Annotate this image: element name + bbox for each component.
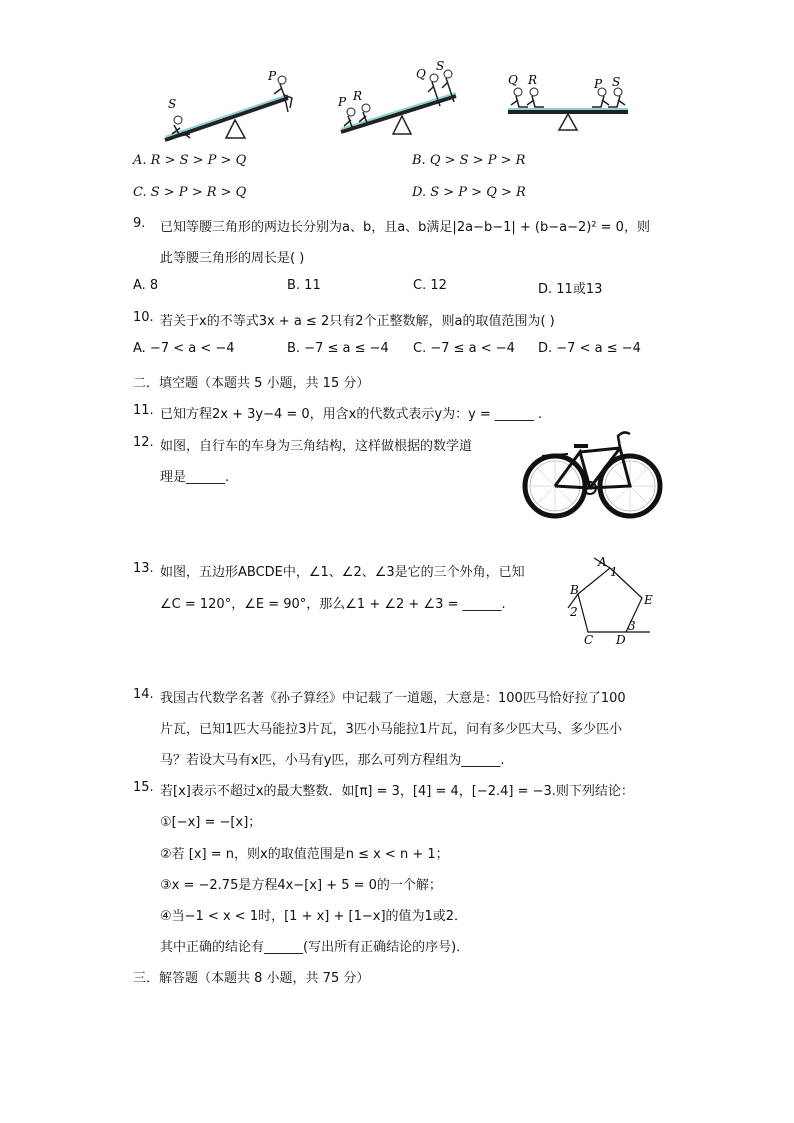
q11-number: 11. — [133, 403, 154, 418]
q10-option-d: D. −7 < a ≤ −4 — [538, 341, 641, 356]
q12-number: 12. — [133, 435, 154, 450]
pentagon-vertex-b: B — [570, 583, 579, 597]
q11-stem: 已知方程2x + 3y−4 = 0，用含x的代数式表示y为：y = ______ . — [160, 407, 543, 422]
q14-stem-line1: 我国古代数学名著《孙子算经》中记载了一道题，大意是：100匹马恰好拉了100 — [160, 691, 626, 706]
q15-conclusion: 其中正确的结论有______(写出所有正确结论的序号)． — [160, 940, 470, 955]
pentagon-figure — [560, 552, 660, 648]
pentagon-angle-2: 2 — [570, 605, 578, 619]
seesaw-figure-2 — [336, 59, 466, 144]
pentagon-vertex-e: E — [644, 593, 653, 607]
q8-option-d: D. S > P > Q > R — [412, 185, 526, 200]
q9-number: 9. — [133, 216, 146, 231]
bicycle-figure — [520, 428, 665, 523]
seesaw2-label-r: R — [353, 89, 363, 103]
q12-stem-line2: 理是______. — [160, 470, 230, 485]
q14-stem-line3: 马？若设大马有x匹，小马有y匹，那么可列方程组为______. — [160, 753, 505, 768]
section-2-heading: 二．填空题（本题共 5 小题，共 15 分） — [133, 376, 370, 391]
q15-item-3: ③x = −2.75是方程4x−[x] + 5 = 0的一个解； — [160, 878, 442, 893]
seesaw3-label-p: P — [594, 77, 603, 91]
q14-stem-line2: 片瓦，已知1匹大马能拉3片瓦，3匹小马能拉1片瓦，问有多少匹大马、多少匹小 — [160, 722, 623, 737]
q8-option-b: B. Q > S > P > R — [412, 153, 526, 168]
pentagon-angle-3: 3 — [628, 619, 636, 633]
q15-item-4: ④当−1 < x < 1时，[1 + x] + [1−x]的值为1或2． — [160, 909, 468, 924]
q15-item-2: ②若 [x] = n，则x的取值范围是n ≤ x < n + 1； — [160, 847, 449, 862]
q8-option-a: A. R > S > P > Q — [133, 153, 247, 168]
q9-stem-line1: 已知等腰三角形的两边长分别为a、b，且a、b满足|2a−b−1| + (b−a−2)² = 0，则 — [160, 220, 650, 235]
q13-number: 13. — [133, 561, 154, 576]
q10-option-c: C. −7 ≤ a < −4 — [413, 341, 515, 356]
seesaw2-label-p: P — [338, 95, 347, 109]
seesaw2-label-q: Q — [416, 67, 426, 81]
q15-item-1: ①[−x] = −[x]； — [160, 815, 262, 830]
q10-option-a: A. −7 < a < −4 — [133, 341, 235, 356]
q12-stem-line1: 如图，自行车的车身为三角结构，这样做根据的数学道 — [160, 439, 473, 454]
seesaw1-label-p: P — [268, 69, 277, 83]
q13-stem-line1: 如图，五边形ABCDE中，∠1、∠2、∠3是它的三个外角，已知 — [160, 565, 525, 580]
q13-stem-line2: ∠C = 120°，∠E = 90°，那么∠1 + ∠2 + ∠3 = ______. — [160, 597, 506, 612]
seesaw-figure-1 — [160, 68, 300, 148]
pentagon-angle-1: 1 — [610, 565, 618, 579]
q15-stem: 若[x]表示不超过x的最大整数．如[π] = 3，[4] = 4，[−2.4] = −3.则下列结论： — [160, 784, 634, 799]
pentagon-vertex-c: C — [584, 633, 594, 647]
seesaw2-label-s: S — [436, 59, 445, 73]
q9-option-a: A. 8 — [133, 278, 159, 293]
seesaw3-label-s: S — [612, 75, 621, 89]
q10-option-b: B. −7 ≤ a ≤ −4 — [287, 341, 389, 356]
seesaw3-label-q: Q — [508, 73, 518, 87]
seesaw3-label-r: R — [528, 73, 538, 87]
q14-number: 14. — [133, 687, 154, 702]
pentagon-vertex-d: D — [616, 633, 626, 647]
q9-option-b: B. 11 — [287, 278, 321, 293]
section-3-heading: 三．解答题（本题共 8 小题，共 75 分） — [133, 971, 370, 986]
seesaw-figure-3 — [504, 70, 634, 136]
q8-option-c: C. S > P > R > Q — [133, 185, 247, 200]
q10-stem: 若关于x的不等式3x + a ≤ 2只有2个正整数解，则a的取值范围为( ) — [160, 314, 555, 329]
q10-number: 10. — [133, 310, 154, 325]
q15-number: 15. — [133, 780, 154, 795]
pentagon-vertex-a: A — [598, 555, 607, 569]
seesaw1-label-s: S — [168, 97, 177, 111]
q9-stem-line2: 此等腰三角形的周长是( ) — [160, 251, 305, 266]
q9-option-c: C. 12 — [413, 278, 447, 293]
q9-option-d: D. 11或13 — [538, 282, 603, 297]
